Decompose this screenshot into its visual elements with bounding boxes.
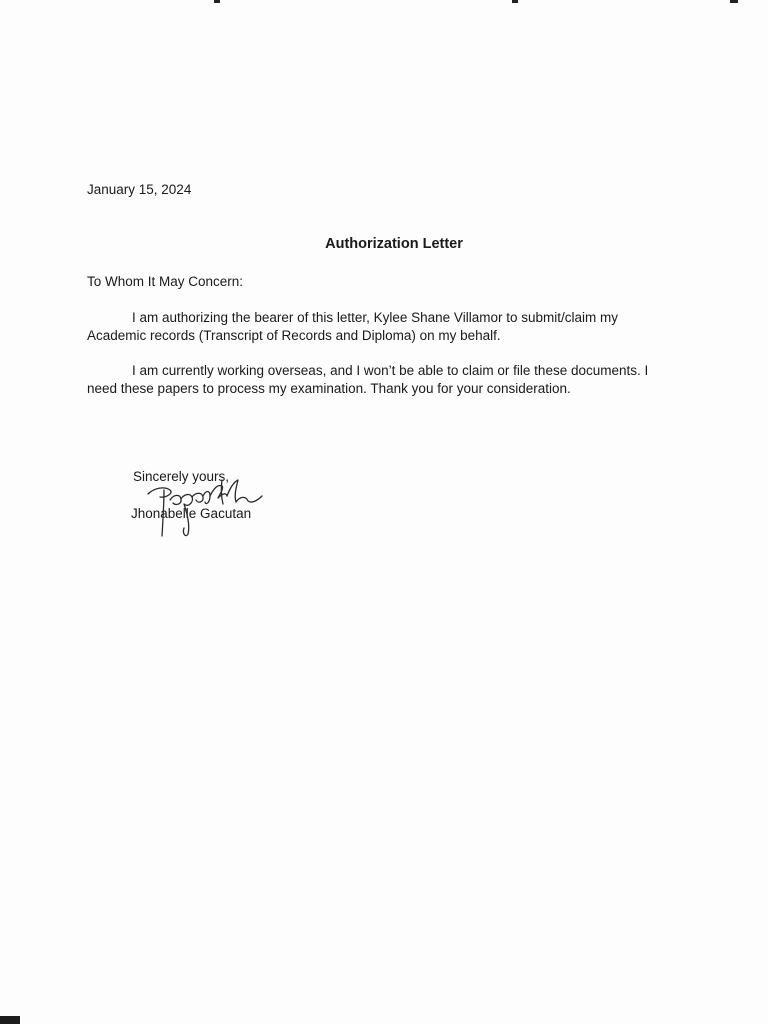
scan-artifact-corner [0,1016,20,1024]
body-paragraph-reason: I am currently working overseas, and I won’t be able to claim or file these documents. I need these papers to process my examination. Thank you for your consideration. [87,363,649,396]
letter-title: Authorization Letter [325,236,463,252]
scan-mark [214,0,220,3]
salutation: To Whom It May Concern: [87,274,244,289]
handwritten-signature [126,474,276,544]
scan-mark [730,0,738,3]
scan-artifact-top [0,0,768,6]
letter-date: January 15, 2024 [87,182,192,197]
signer-name: Jhonabelle Gacutan [131,506,252,521]
body-paragraph-authorization: I am authorizing the bearer of this letter, Kylee Shane Villamor to submit/claim my Academic records (Transcript of Records and Diploma) on my behalf. [87,310,618,343]
closing: Sincerely yours, [133,469,230,484]
scan-mark [512,0,518,3]
